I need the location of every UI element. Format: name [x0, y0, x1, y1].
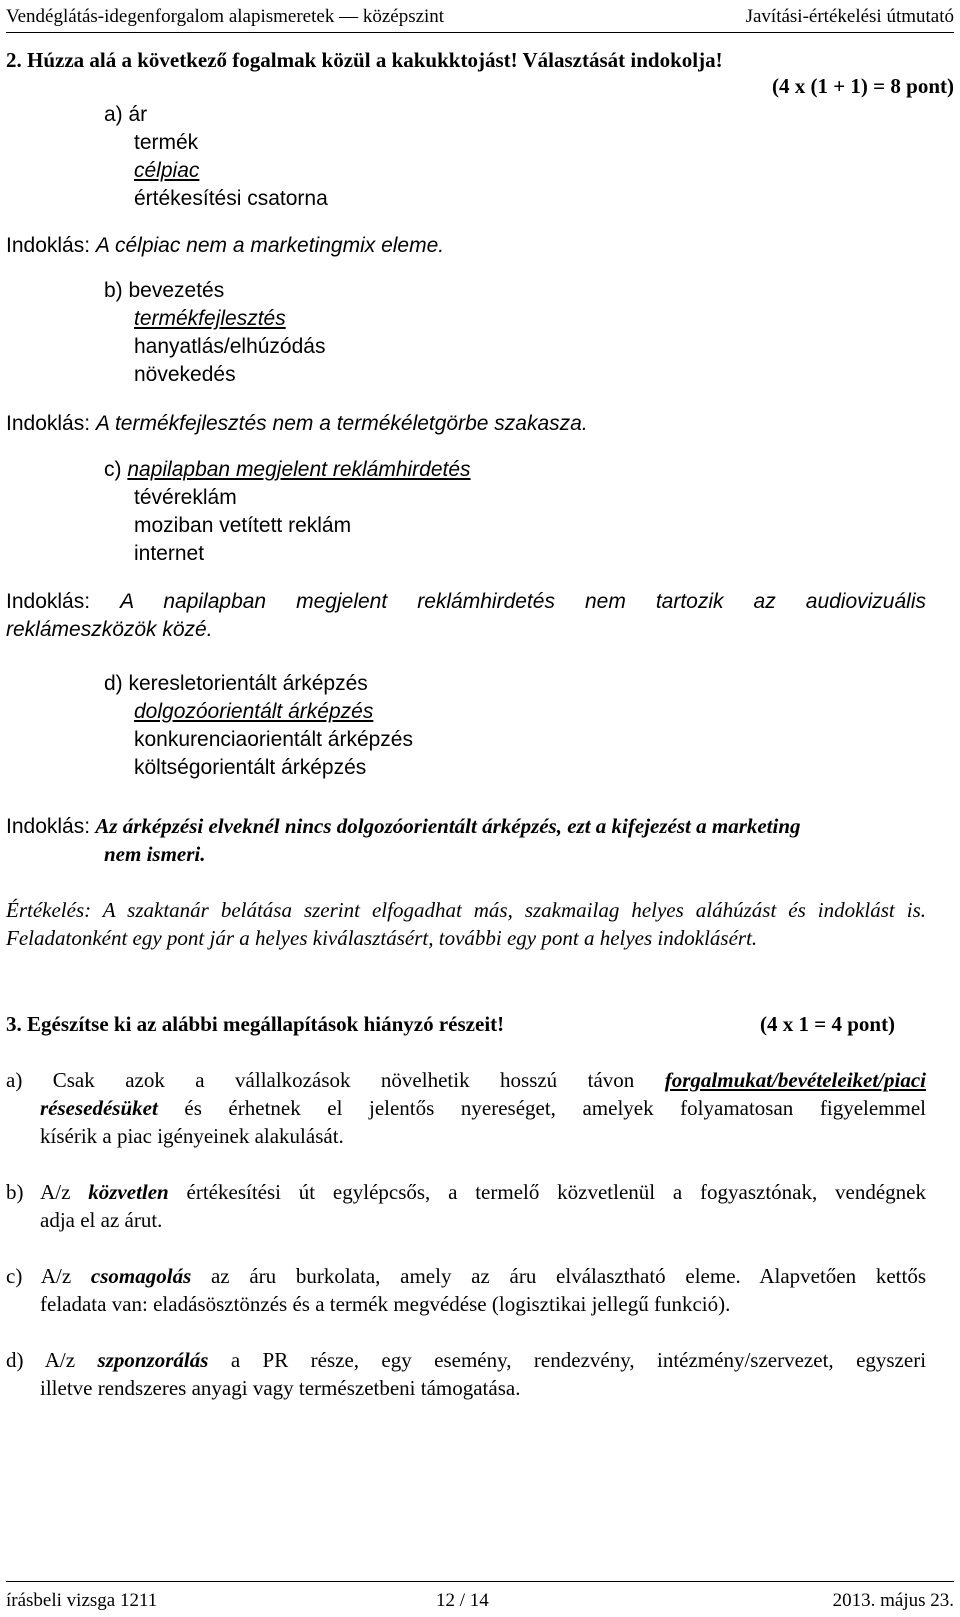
q3d-rest: a PR része, egy esemény, rendezvény, intézmény/szervezet, egyszeri [230, 1348, 927, 1372]
q2d-item-4: költségorientált árképzés [134, 756, 367, 779]
q2c-item-1-underlined: napilapban megjelent reklámhirdetés [127, 458, 471, 481]
footer-page-number: 12 / 14 [436, 1590, 489, 1611]
q2b-item-1: b) bevezetés [104, 279, 225, 302]
q2c-reason-line-1 [6, 588, 926, 616]
q3b-rest: értékesítési út egylépcsős, a termelő közvetlenül a fogyasztónak, vendégnek [186, 1180, 927, 1204]
q2d-reason-line-2: nem ismeri. [104, 842, 206, 866]
q3c-line-1 [6, 1262, 926, 1290]
q2a-item-1: a) ár [104, 103, 148, 126]
q3-points: (4 x 1 = 4 pont) [760, 1012, 896, 1036]
q2c-prefix: c) [104, 458, 122, 481]
q3-title: 3. Egészítse ki az alábbi megállapítások hiányzó részeit! [6, 1012, 505, 1036]
q2c-reason-text-1: A napilapban megjelent reklámhirdetés nem tartozik az audiovizuális [120, 590, 926, 613]
indoklas-label: Indoklás: [6, 590, 91, 613]
q2-points: (4 x (1 + 1) = 8 pont) [771, 74, 954, 98]
header-doc-type: Javítási-értékelési útmutató [745, 6, 954, 27]
q2b-reason [6, 410, 588, 438]
q3a-rest: és érhetnek el jelentős nyereséget, amelyek folyamatosan figyelemmel [184, 1096, 926, 1120]
q3d-line-2: illetve rendszeres anyagi vagy természetbeni támogatása. [40, 1376, 521, 1400]
indoklas-label: Indoklás: [6, 234, 91, 257]
q2d-reason-text-1: Az árképzési elveknél nincs dolgozóorientált árképzés, ezt a kifejezést a marketing [95, 814, 801, 838]
q3a-line-1 [6, 1066, 926, 1094]
q2c-item-2: tévéreklám [134, 486, 237, 509]
indoklas-label: Indoklás: [6, 412, 91, 435]
q3a-line-2 [40, 1094, 926, 1122]
q3c-rest: az áru burkolata, amely az áru elválasztható eleme. Alapvetően kettős [210, 1264, 927, 1288]
footer-date: 2013. május 23. [832, 1590, 954, 1611]
q2a-item-2: termék [134, 131, 199, 154]
q2-title: 2. Húzza alá a következő fogalmak közül a kakukktojást! Választását indokolja! [6, 48, 723, 72]
q3d-answer: szponzorálás [97, 1348, 209, 1372]
q3b-line-2: adja el az árut. [40, 1208, 163, 1232]
q3c-line-2: feladata van: eladásösztönzés és a termék megvédése (logisztikai jellegű funkció). [40, 1292, 731, 1316]
page-header [6, 2, 954, 33]
header-title: Vendéglátás-idegenforgalom alapismeretek — középszint [6, 6, 445, 27]
q2b-item-4: növekedés [134, 363, 236, 386]
q3c-prefix: c) A/z [6, 1264, 72, 1288]
q3b-prefix: b) A/z [6, 1180, 71, 1204]
q3d-line-1 [6, 1346, 926, 1374]
q2c-item-3: moziban vetített reklám [134, 514, 352, 537]
q2d-reason-line-1 [6, 812, 801, 841]
q3b-line-1 [6, 1178, 926, 1206]
q2a-reason [6, 232, 444, 260]
indoklas-label: Indoklás: [6, 815, 91, 838]
q3a-answer-1: forgalmukat/bevételeiket/piaci [664, 1068, 927, 1092]
q2c-reason-line-2: reklámeszközök közé. [6, 618, 213, 641]
q2d-item-1: d) keresletorientált árképzés [104, 672, 368, 695]
q3a-line-3: kísérik a piac igényeinek alakulását. [40, 1124, 344, 1148]
q2b-reason-text: A termékfejlesztés nem a termékéletgörbe szakasza. [95, 412, 588, 435]
q3d-prefix: d) A/z [6, 1348, 76, 1372]
q3b-answer: közvetlen [88, 1180, 169, 1204]
q3a-prefix: a) Csak azok a vállalkozások növelhetik hosszú távon [6, 1068, 635, 1092]
page-footer [6, 1581, 954, 1614]
q3c-answer: csomagolás [90, 1264, 192, 1288]
q2a-reason-text: A célpiac nem a marketingmix eleme. [95, 234, 445, 257]
q3a-answer-2: résesedésüket [40, 1096, 158, 1120]
q2d-item-3: konkurenciaorientált árképzés [134, 728, 413, 751]
q2a-item-3-underlined: célpiac [134, 159, 200, 182]
q2d-item-2-underlined: dolgozóorientált árképzés [134, 700, 374, 723]
footer-exam-code: írásbeli vizsga 1211 [6, 1590, 158, 1611]
q2a-item-4: értékesítési csatorna [134, 187, 328, 210]
q2b-item-2-underlined: termékfejlesztés [134, 307, 286, 330]
q2-evaluation: Értékelés: A szaktanár belátása szerint elfogadhat más, szakmailag helyes aláhúzást és indoklást is. Feladatonként egy pont jár a helyes kiválasztásért, további egy pont a helyes indoklásért. [6, 898, 926, 950]
q2c-item-1 [104, 456, 471, 484]
q2c-item-4: internet [134, 542, 205, 565]
q2b-item-3: hanyatlás/elhúzódás [134, 335, 326, 358]
